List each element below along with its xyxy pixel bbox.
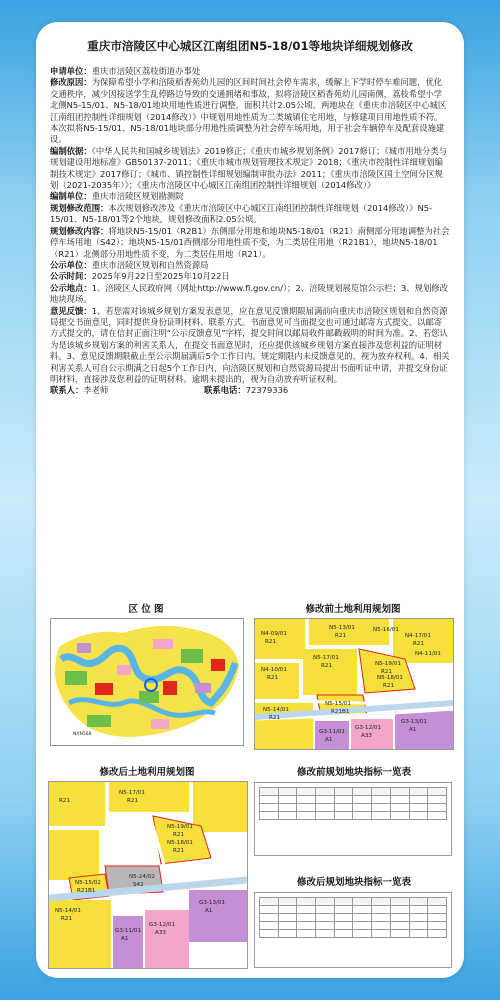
- parcel-label: N5-14/01: [263, 707, 289, 713]
- parcel-label: N5-24/02: [129, 874, 155, 880]
- parcel-label: G3-13/01: [199, 900, 226, 906]
- scope-value: 本次规划修改涉及《重庆市涪陵区中心城区江南组团控制性详细规划（2014修改）》N5-15/01、N5-18/01等2个地块，规划修改面积2.05公顷。: [50, 202, 433, 225]
- applicant-label: 申请单位：: [50, 66, 92, 76]
- parcel-label: G3-11/01: [319, 729, 346, 735]
- parcel-label: N5-16/01: [373, 627, 399, 633]
- parcel-label: N5-15/02: [75, 880, 101, 886]
- page-title: 重庆市涪陵区中心城区江南组团N5-18/01等地块详细规划修改: [87, 39, 413, 53]
- content-label: 规划修改内容：: [50, 225, 109, 236]
- contact-row: [50, 385, 450, 396]
- reason-value: 为保障希望小学和涪陵稻香苑幼儿园的区间时间社会停车需求，缓解上下学时停车难问题，优化交通秩序，减少因接送学生乱停路边导致的交通拥堵和事故，拟将涪陵区稻香苑幼儿园南侧，荔枝希望小学北侧N5-15/01、N5-18/01地块用地性质进行调整，面积共计2.05公顷。两地块在《重庆市涪陵区中心城区江南组团控制性详细规划（2014修改）》中规划用地性质为二类城镇住宅用地，与修建项目用地性质不符。本次拟将N5-15/01、N5-18/01地块部分用地性质调整为社会停车场用地，用于社会车辆停车及配套设施建设。: [50, 77, 447, 145]
- applicant-value: 重庆市涪陵区荔枝街道办事处: [91, 66, 201, 76]
- parcel-label: A1: [205, 908, 213, 914]
- parcel-label: N5-18/01: [377, 675, 403, 681]
- reason-row: [50, 77, 450, 145]
- parcel-label: A33: [155, 930, 166, 936]
- publisher-row: [50, 260, 450, 271]
- parcel-label: N5-19/01: [167, 824, 193, 830]
- parcel-label: R21: [127, 798, 139, 804]
- feedback-label: 意见反馈：: [50, 305, 92, 316]
- parcel-label: R21: [269, 715, 281, 721]
- after-table: [259, 897, 447, 938]
- parcel-label: N5-19/01: [375, 661, 401, 667]
- location-map-label: NXN508: [73, 732, 92, 737]
- parcel-label: S42: [133, 882, 144, 888]
- scope-label: 规划修改范围：: [50, 202, 109, 213]
- location-map-title: 区 位 图: [128, 604, 164, 615]
- location-map-section: [46, 600, 246, 750]
- applicant-row: [50, 66, 450, 77]
- parcel-label: N4-09/01: [261, 631, 287, 637]
- drafter-value: 重庆市涪陵区规划勘测院: [91, 191, 184, 202]
- parcel-label: R21B1: [77, 888, 96, 894]
- parcel-label: R21B1: [331, 709, 350, 715]
- parcel-label: R21: [61, 916, 73, 922]
- before-plan-map: [254, 618, 454, 750]
- drafter-row: [50, 191, 450, 202]
- phone-value: 72379336: [245, 385, 289, 396]
- basis-value: 《中华人民共和国城乡规划法》2019修正；《重庆市城乡规划条例》2017修订；《城市用地分类与规划建设用地标准》GB50137-2011；《重庆市城市规划管理技术规定》2018；《重庆市控制性详细规划编制技术规定》2017修订；《城市、镇控制性详细规划编制审批办法》2011；《重庆市涪陵区国土空间分区规划（2021-2035年）》；《重庆市涪陵区中心城区江南组团控制性详细规划（2014修改）》: [50, 145, 448, 191]
- period-value: 2025年9月22日至2025年10月22日: [91, 271, 230, 282]
- parcel-label: R21: [321, 663, 333, 669]
- feedback-value: 1、若您需对该城乡规划方案发表意见，应在意见反馈期限届满前向重庆市涪陵区规划和自然资源局提交书面意见，同时提供身份证明材料、联系方式。书面意见可当面提交也可通过邮寄方式提交。以邮寄方式提交的，请在信封正面注明“公示反馈意见”字样，提交时间以邮局收件邮戳载明的时间为准。2、若您认为是该城乡规划方案的利害关系人，在提交书面意见时，还应提供该城乡规划方案直接涉及您利益的证明材料。3、意见反馈期限截止至公示期届满后5个工作日内。规定期限内未反馈意见的，视为放弃权利。4、相关利害关系人可自公示期满之日起5个工作日内，向涪陵区规划和自然资源局提出书面听证申请，并提交身份证明材料，直接涉及您利益的证明材料。逾期未提出的，视为自动放弃听证权利。: [50, 305, 450, 384]
- parcel-label: N4-10/01: [261, 667, 287, 673]
- drafter-label: 编制单位：: [50, 191, 92, 202]
- parcel-label: R21: [265, 639, 277, 645]
- parcel-label: R21: [335, 633, 347, 639]
- content-row: [50, 226, 450, 260]
- parcel-label: R21: [59, 798, 71, 804]
- parcel-label: A33: [361, 733, 372, 739]
- parcel-label: N5-17/01: [313, 655, 339, 661]
- place-value: 1、涪陵区人民政府网（网址http://www.fl.gov.cn/）；2、涪陵规划展览馆公示栏；3、规划修改地块现场。: [50, 282, 448, 305]
- before-index-table: [254, 782, 452, 856]
- before-table-section: [254, 764, 454, 860]
- parcel-label: R21: [383, 683, 395, 689]
- scope-row: [50, 203, 450, 226]
- parcel-label: G3-12/01: [149, 922, 176, 928]
- parcel-label: N5-18/01: [167, 840, 193, 846]
- place-row: [50, 283, 450, 306]
- after-table-title: 修改后规划地块指标一览表: [296, 877, 411, 888]
- parcel-label: N5-14/01: [55, 908, 81, 914]
- parcel-label: N4-17/01: [405, 633, 431, 639]
- parcel-label: G3-11/01: [115, 928, 142, 934]
- parcel-label: R21: [173, 848, 185, 854]
- parcel-label: N5-15/01: [325, 701, 351, 707]
- period-label: 公示时间：: [50, 271, 92, 282]
- publisher-label: 公示单位：: [50, 259, 92, 270]
- place-label: 公示地点：: [50, 282, 92, 293]
- before-plan-drawing: [255, 619, 453, 749]
- before-table-title: 修改前规划地块指标一览表: [296, 767, 411, 778]
- feedback-row: [50, 306, 450, 386]
- commercial-zone: [95, 683, 113, 695]
- parcel-label: R21: [381, 669, 393, 675]
- parcel-label: G3-12/01: [355, 725, 382, 731]
- parcel-label: A1: [325, 737, 333, 743]
- parcel-label: A1: [121, 936, 129, 942]
- reason-label: 修改原因：: [50, 77, 92, 88]
- after-index-table: [254, 892, 452, 968]
- parcel-label: A1: [409, 727, 417, 733]
- location-map: [50, 618, 244, 746]
- content-value: 将地块N5-15/01（R2B1）东侧部分用地和地块N5-18/01（R21）南侧部分用地调整为社会停车场用地（S42）；地块N5-15/01西侧部分用地性质不变，为二类居住用地（R21B1），地块N5-18/01（R21）北侧部分用地性质不变，为二类居住用地（R21）。: [50, 225, 450, 259]
- phone-label: 联系电话：: [204, 385, 246, 396]
- green-zone: [65, 671, 87, 685]
- after-table-section: [254, 874, 454, 970]
- notice-board: [36, 22, 464, 978]
- after-plan-map: [48, 781, 248, 969]
- before-plan-title: 修改前土地利用规划图: [305, 604, 401, 615]
- publisher-value: 重庆市涪陵区规划和自然资源局: [91, 259, 209, 270]
- after-plan-drawing: [49, 782, 247, 968]
- after-plan-title: 修改后土地利用规划图: [99, 767, 195, 778]
- parcel-label: N4-11/01: [415, 651, 441, 657]
- parcel-label: R21: [267, 675, 279, 681]
- parcel-label: N5-13/01: [329, 625, 355, 631]
- contact-label: 联系人：: [50, 385, 84, 396]
- before-table: [259, 787, 447, 820]
- period-row: [50, 271, 450, 282]
- notice-body: [50, 66, 450, 397]
- contact-value: 李老师: [83, 385, 109, 396]
- after-plan-section: [46, 764, 248, 970]
- parcel-label: R21: [173, 832, 185, 838]
- location-map-drawing: [51, 619, 243, 745]
- parcel-label: R21: [413, 641, 425, 647]
- basis-row: [50, 146, 450, 192]
- parcel-label: N5-17/01: [119, 790, 145, 796]
- before-plan-section: [252, 600, 454, 752]
- parcel-label: G3-13/01: [401, 719, 428, 725]
- basis-label: 编制依据：: [50, 145, 92, 156]
